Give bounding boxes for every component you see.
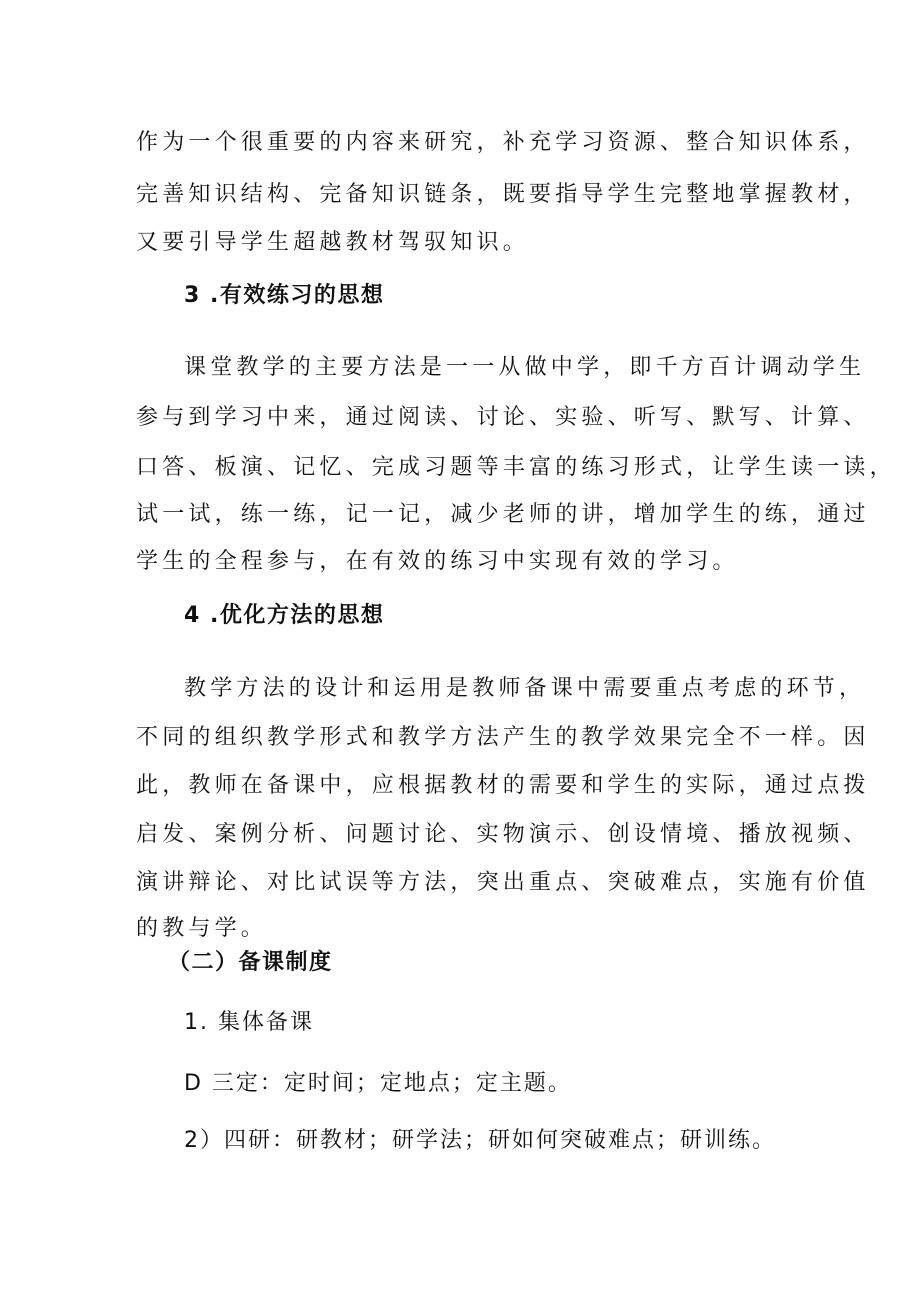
paragraph-line: 口答、板演、记忆、完成习题等丰富的练习形式，让学生读一读， xyxy=(136,455,896,480)
section-heading-lesson-system: （二）备课制度 xyxy=(168,950,333,975)
paragraph-line: 又要引导学生超越教材驾驭知识。 xyxy=(136,230,530,255)
paragraph-line: 参与到学习中来，通过阅读、讨论、实验、听写、默写、计算、 xyxy=(136,405,870,430)
heading-effective-practice: 3 .有效练习的思想 xyxy=(184,283,385,308)
list-item: 2）四研：研教材；研学法；研如何突破难点；研训练。 xyxy=(184,1128,776,1153)
paragraph-line: 此，教师在备课中，应根据教材的需要和学生的实际，通过点拨 xyxy=(136,773,870,798)
paragraph-line: 学生的全程参与，在有效的练习中实现有效的学习。 xyxy=(136,549,739,574)
paragraph-line: 课堂教学的主要方法是一一从做中学，即千方百计调动学生 xyxy=(184,355,866,380)
heading-optimize-methods: 4 .优化方法的思想 xyxy=(184,603,385,628)
list-item: 1. 集体备课 xyxy=(184,1010,314,1035)
paragraph-line: 教学方法的设计和运用是教师备课中需要重点考虑的环节， xyxy=(184,676,866,701)
paragraph-line: 作为一个很重要的内容来研究，补充学习资源、整合知识体系， xyxy=(136,130,870,155)
paragraph-line: 试一试，练一练，记一记，减少老师的讲，增加学生的练，通过 xyxy=(136,502,870,527)
paragraph-line: 完善知识结构、完备知识链条，既要指导学生完整地掌握教材， xyxy=(136,182,870,207)
paragraph-line: 启发、案例分析、问题讨论、实物演示、创设情境、播放视频、 xyxy=(136,822,870,847)
paragraph-line: 的教与学。 xyxy=(136,916,268,941)
list-item: D 三定：定时间；定地点；定主题。 xyxy=(184,1071,572,1096)
paragraph-line: 不同的组织教学形式和教学方法产生的教学效果完全不一样。因 xyxy=(136,725,870,750)
paragraph-line: 演讲辩论、对比试误等方法，突出重点、突破难点，实施有价值 xyxy=(136,870,870,895)
